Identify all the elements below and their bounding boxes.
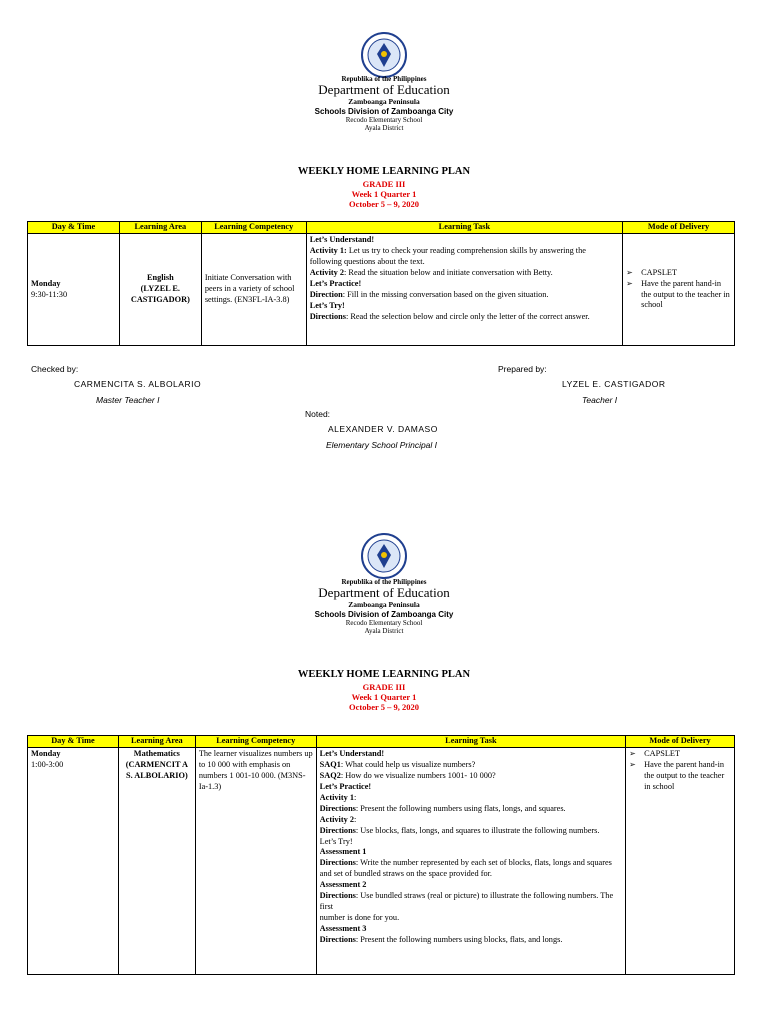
column-header: Mode of Delivery — [626, 736, 735, 748]
column-header: Learning Competency — [195, 736, 316, 748]
plan-week: Week 1 Quarter 1 — [351, 188, 417, 199]
day-label: Monday — [31, 278, 61, 288]
task-line: Direction: Fill in the missing conversation based on the given situation. — [309, 289, 549, 299]
list-item: ➢ CAPSLET — [629, 749, 731, 760]
task-line: Directions: Write the number represented by each set of blocks, flats, longs and squares — [319, 858, 612, 868]
math-plan-table — [27, 735, 735, 975]
plan-heading — [0, 166, 768, 209]
noted-label: Noted: — [305, 409, 331, 419]
district-name: Ayala District — [364, 626, 404, 635]
column-header: Learning Task — [306, 222, 622, 234]
table-row — [28, 748, 735, 975]
column-header: Mode of Delivery — [623, 222, 735, 234]
table-header-row — [28, 222, 735, 234]
district-name: Ayala District — [364, 123, 404, 132]
task-line: Directions: Present the following numbers using blocks, flats, and longs. — [319, 934, 563, 944]
task-line: Directions: Read the selection below and circle only the letter of the correct answer. — [309, 311, 590, 321]
competency-cell: Initiate Conversation with peers in a variety of school settings. (EN3FL-IA-3.8) — [201, 234, 306, 346]
day-time-cell — [28, 234, 120, 346]
learning-area-cell — [119, 234, 201, 346]
column-header: Day & Time — [28, 222, 120, 234]
plan-grade: GRADE III — [362, 178, 406, 189]
noted-title: Elementary School Principal I — [326, 440, 438, 450]
column-header: Learning Competency — [201, 222, 306, 234]
task-line: Directions: Present the following numbers using flats, longs, and squares. — [319, 803, 566, 813]
prepared-by-name: LYZEL E. CASTIGADOR — [562, 379, 666, 389]
task-line: Activity 2: — [319, 814, 357, 824]
learning-area-cell — [118, 748, 195, 975]
letterhead — [0, 578, 768, 635]
deped-seal-icon — [361, 32, 407, 78]
competency-cell: The learner visualizes numbers up to 10 000 with emphasis on numbers 1 001-10 000. (M3NS-Ia-1.3) — [195, 748, 316, 975]
task-line: Let’s Understand! — [319, 749, 385, 758]
task-line: Directions: Use blocks, flats, longs, and squares to illustrate the following numbers. — [319, 825, 600, 835]
plan-title: WEEKLY HOME LEARNING PLAN — [297, 166, 471, 177]
task-line: Activity 1: Let us try to check your reading comprehension skills by answering the following questions about the text. — [309, 245, 586, 266]
school-name: Recodo Elementary School — [345, 618, 423, 627]
department-name: Department of Education — [318, 82, 450, 98]
column-header: Learning Area — [119, 222, 201, 234]
task-line: Let’s Practice! — [319, 781, 372, 791]
area-label: Mathematics — [133, 749, 180, 758]
plan-dates: October 5 – 9, 2020 — [349, 701, 419, 712]
column-header: Learning Area — [118, 736, 195, 748]
task-line: Directions: Use bundled straws (real or picture) to illustrate the following numbers. The first — [319, 891, 614, 912]
delivery-list — [626, 268, 731, 312]
table-header-row — [28, 736, 735, 748]
republic-line: Republika of the Philippines — [341, 578, 427, 586]
learning-task-cell — [306, 234, 622, 346]
letterhead — [0, 75, 768, 132]
task-line: Let’s Practice! — [309, 278, 362, 288]
plan-heading — [0, 669, 768, 712]
list-item: ➢ CAPSLET — [626, 268, 731, 279]
task-line: Let’s Understand! — [309, 235, 375, 244]
task-line: Assessment 1 — [319, 847, 367, 857]
learning-task-cell — [316, 748, 625, 975]
delivery-list — [629, 749, 731, 793]
division-name: Schools Division of Zamboanga City — [314, 106, 454, 116]
region-name: Zamboanga Peninsula — [348, 96, 420, 106]
republic-line: Republika of the Philippines — [341, 75, 427, 83]
task-line: Let’s Try! — [319, 836, 353, 846]
checked-by-label: Checked by: — [31, 364, 79, 374]
prepared-by-title: Teacher I — [582, 395, 618, 405]
task-line: Assessment 3 — [319, 924, 367, 933]
task-line: SAQ2: How do we visualize numbers 1001- 10 000? — [319, 770, 496, 780]
school-name: Recodo Elementary School — [345, 115, 423, 124]
time-label: 9:30-11:30 — [31, 289, 68, 299]
plan-grade: GRADE III — [362, 681, 406, 692]
plan-dates: October 5 – 9, 2020 — [349, 198, 419, 209]
task-line: and set of bundled straws on the space provided for. — [319, 869, 493, 879]
column-header: Learning Task — [316, 736, 625, 748]
area-label: English — [146, 273, 174, 283]
checked-by-title: Master Teacher I — [96, 395, 160, 405]
column-header: Day & Time — [28, 736, 119, 748]
plan-week: Week 1 Quarter 1 — [351, 691, 417, 702]
division-name: Schools Division of Zamboanga City — [314, 609, 454, 619]
list-item: ➢ Have the parent hand-in the output to the teacher in school — [629, 760, 731, 793]
checked-by-name: CARMENCITA S. ALBOLARIO — [74, 379, 202, 389]
plan-title: WEEKLY HOME LEARNING PLAN — [297, 669, 471, 680]
teacher-label: (LYZEL E. CASTIGADOR) — [130, 284, 190, 304]
task-line: SAQ1: What could help us visualize numbers? — [319, 759, 476, 769]
task-line: Let’s Try! — [309, 300, 345, 310]
day-label: Monday — [31, 749, 61, 758]
table-row — [28, 234, 735, 346]
task-line: number is done for you. — [319, 913, 400, 923]
task-line: Activity 1: — [319, 792, 357, 802]
mode-of-delivery-cell — [623, 234, 735, 346]
task-line: Activity 2: Read the situation below and initiate conversation with Betty. — [309, 267, 553, 277]
english-plan-table — [27, 221, 735, 346]
prepared-by-label: Prepared by: — [498, 364, 547, 374]
time-label: 1:00-3:00 — [31, 759, 64, 769]
list-item: ➢ Have the parent hand-in the output to the teacher in school — [626, 279, 731, 312]
teacher-label: (CARMENCIT A S. ALBOLARIO) — [125, 759, 188, 780]
day-time-cell — [28, 748, 119, 975]
task-line: Assessment 2 — [319, 880, 367, 890]
noted-name: ALEXANDER V. DAMASO — [328, 424, 438, 434]
deped-seal-icon — [361, 533, 407, 579]
department-name: Department of Education — [318, 585, 450, 601]
mode-of-delivery-cell — [626, 748, 735, 975]
region-name: Zamboanga Peninsula — [348, 599, 420, 609]
